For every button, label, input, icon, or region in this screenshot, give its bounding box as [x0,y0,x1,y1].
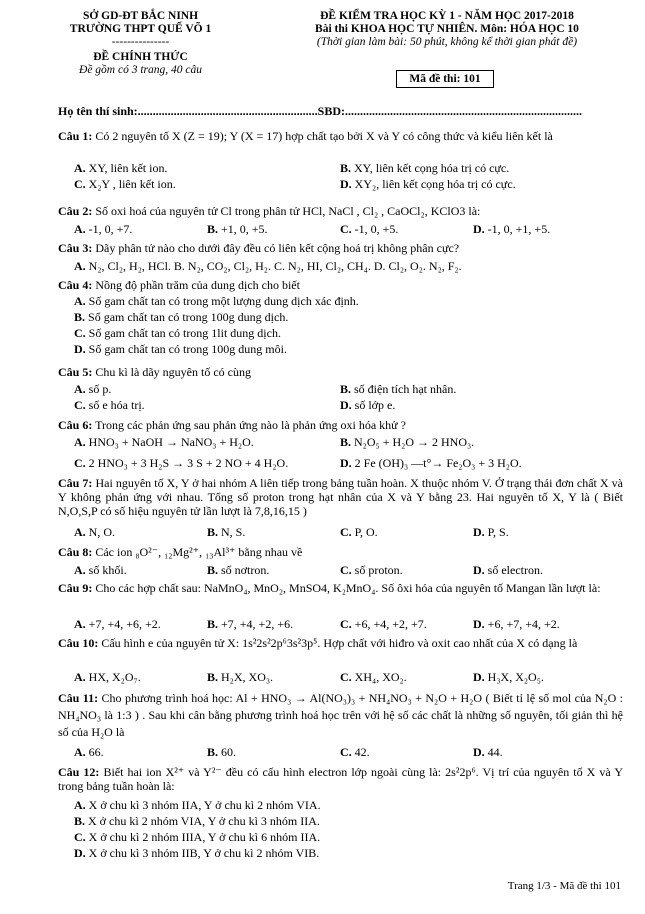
q11-option-c: C. 42. [340,745,370,759]
q7-option-d: D. P, S. [473,525,509,539]
header-right [262,10,632,49]
q9-option-c: C. +6, +4, +2, +7. [340,617,427,631]
q5-option-b: B. số điện tích hạt nhân. [340,382,457,396]
q6-option-c: C. 2 HNO₃ + 3 H₂S → 3 S + 2 NO + 4 H₂O. [74,456,289,470]
pages-note: Đề gồm có 3 trang, 40 câu [79,64,202,76]
q2-option-b: B. +1, 0, +5. [207,222,268,236]
header-left [48,10,233,77]
page-footer: Trang 1/3 - Mã đề thi 101 [507,880,621,892]
question-12-stem: Câu 12: Biết hai ion X²⁺ và Y²⁻ đều có cấu hình electron lớp ngoài cùng là: 2s²2p⁶. Vị trí của nguyên tố X và Y trong bảng tuần hoàn là: [58,765,623,793]
official-label: ĐỀ CHÍNH THỨC [93,51,188,63]
question-11-stem: Câu 11: Cho phương trình hoá học: Al + HNO₃ → Al(NO₃)₃ + NH₄NO₃ + N₂O + H₂O ( Biết tỉ lệ số mol của N₂O : NH₄NO₃ là 1:3 ) . Sau khi cân bằng phương trình hoá học trên với hệ số các chất là những số nguyên, tối giản thì hệ số của H₂O là [58,691,623,739]
q10-option-d: D. H₃X, X₂O₅. [473,670,544,684]
q4-option-c: C. Số gam chất tan có trong 1lit dung dịch. [74,326,281,340]
q12-option-d: D. X ở chu kì 3 nhóm IIB, Y ở chu kì 2 nhóm VIB. [74,846,320,860]
q11-option-d: D. 44. [473,745,503,759]
exam-title: ĐỀ KIỂM TRA HỌC KỲ 1 - NĂM HỌC 2017-2018 [320,10,574,22]
dept-name: SỞ GD-ĐT BẮC NINH [82,10,199,22]
question-4-stem: Câu 4: Nồng độ phần trăm của dung dịch cho biết [58,278,300,292]
q10-option-b: B. H₂X, XO₃. [207,670,274,684]
q8-option-a: A. số khối. [74,563,127,577]
q8-option-c: C. số proton. [340,563,403,577]
q9-option-a: A. +7, +4, +6, +2. [74,617,161,631]
q9-option-b: B. +7, +4, +2, +6. [207,617,294,631]
subject-line: Bài thi KHOA HỌC TỰ NHIÊN. Môn: HÓA HỌC 10 [315,23,579,35]
question-1-stem: Câu 1: Có 2 nguyên tố X (Z = 19); Y (X = 17) hợp chất tạo bởi X và Y có công thức và kiểu liên kết là [58,129,553,143]
time-note: (Thời gian làm bài: 50 phút, không kể thời gian phát đề) [316,36,578,48]
q5-option-d: D. số lớp e. [340,398,396,412]
q2-option-c: C. -1, 0, +5. [340,222,399,236]
header-dashes: --------------- [111,36,170,48]
question-7-stem: Câu 7: Hai nguyên tố X, Y ở hai nhóm A liên tiếp trong bảng tuần hoàn. X thuộc nhóm V. Ở trạng thái đơn chất X và Y không phản ứng với nhau. Tổng số proton trong hạt nhân của X và Y bằng 23. Hai nguyên tố X, Y là ( Biết N,O,S,P có số hiệu nguyên tử lần lượt là 7,8,16,15 ) [58,476,623,518]
q4-option-d: D. Số gam chất tan có trong 100g dung môi. [74,342,287,356]
q5-option-a: A. số p. [74,382,112,396]
school-name: TRƯỜNG THPT QUẾ VÕ 1 [69,23,212,35]
q8-option-d: D. số electron. [473,563,543,577]
q6-option-a: A. HNO₃ + NaOH → NaNO₃ + H₂O. [74,435,254,449]
q11-option-a: A. 66. [74,745,104,759]
q11-option-b: B. 60. [207,745,237,759]
q3-options: A. N₂, Cl₂, H₂, HCl. B. N₂, CO₂, Cl₂, H₂. C. N₂, HI, Cl₂, CH₄. D. Cl₂, O₂. N₂, F₂. [74,259,462,273]
exam-code: Mã đề thi: 101 [396,70,494,88]
q5-option-c: C. số e hóa trị. [74,398,145,412]
q10-option-c: C. XH₄, XO₂. [340,670,407,684]
question-9-stem: Câu 9: Cho các hợp chất sau: NaMnO₄, MnO₂, MnSO4, K₂MnO₄. Số ôxi hóa của nguyên tố Mangan lần lượt là: [58,581,601,595]
question-5-stem: Câu 5: Chu kì là dãy nguyên tố có cùng [58,365,251,379]
q7-option-a: A. N, O. [74,525,116,539]
q4-option-b: B. Số gam chất tan có trong 100g dung dịch. [74,310,289,324]
question-6-stem: Câu 6: Trong các phản ứng sau phản ứng nào là phản ứng oxi hóa khử ? [58,418,406,432]
q8-option-b: B. số nơtron. [207,563,270,577]
student-info-line: Họ tên thí sinh:............................................................SBD:............................................................................... [58,104,583,118]
q6-option-b: B. N₂O₅ + H₂O → 2 HNO₃. [340,435,475,449]
question-2-stem: Câu 2: Số oxi hoá của nguyên tử Cl trong phân tử HCl, NaCl , Cl₂ , CaOCl₂, KClO3 là: [58,204,481,218]
q7-option-b: B. N, S. [207,525,246,539]
q2-option-a: A. -1, 0, +7. [74,222,133,236]
q12-option-c: C. X ở chu kì 2 nhóm IIIA, Y ở chu kì 6 nhóm IIA. [74,830,321,844]
q1-option-a: A. XY, liên kết ion. [74,161,168,175]
q6-option-d: D. 2 Fe (OH)₃ —t°→ Fe₂O₃ + 3 H₂O. [340,456,522,470]
q9-option-d: D. +6, +7, +4, +2. [473,617,560,631]
q4-option-a: A. Số gam chất tan có trong một lượng dung dịch xác định. [74,294,359,308]
q12-option-b: B. X ở chu kì 2 nhóm VIA, Y ở chu kì 3 nhóm IIA. [74,814,320,828]
question-8-stem: Câu 8: Các ion ₈O²⁻, ₁₂Mg²⁺, ₁₃Al³⁺ bằng nhau về [58,545,303,559]
question-10-stem: Câu 10: Cấu hình e của nguyên tử X: 1s²2s²2p⁶3s²3p⁵. Hợp chất với hiđro và oxit cao nhất của X có dạng là [58,636,578,650]
q1-option-d: D. XY₂, liên kết cọng hóa trị có cực. [340,177,516,191]
q1-option-c: C. X₂Y , liên kết ion. [74,177,176,191]
q1-option-b: B. XY, liên kết cọng hóa trị có cực. [340,161,510,175]
q12-option-a: A. X ở chu kì 3 nhóm IIA, Y ở chu kì 2 nhóm VIA. [74,798,321,812]
q7-option-c: C. P, O. [340,525,378,539]
q2-option-d: D. -1, 0, +1, +5. [473,222,551,236]
question-3-stem: Câu 3: Dãy phân tử nào cho dưới đây đều có liên kết cộng hoá trị không phân cực? [58,241,460,255]
q10-option-a: A. HX, X₂O₇. [74,670,141,684]
